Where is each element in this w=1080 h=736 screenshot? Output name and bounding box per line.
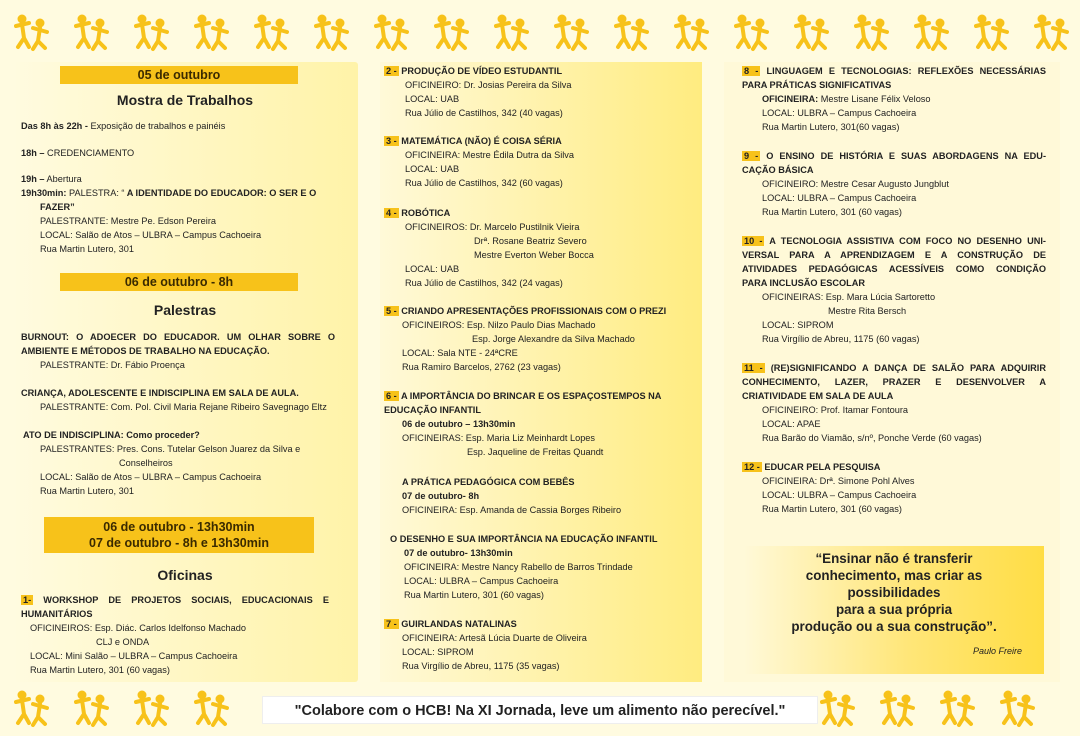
quote-box xyxy=(744,546,1044,674)
address-line: Rua Ramiro Barcelos, 2762 (23 vagas) xyxy=(402,362,561,372)
workshop-title: EDUCAÇÃO INFANTIL xyxy=(384,405,481,415)
people-figures-icon xyxy=(616,15,647,49)
section-title-oficinas: Oficinas xyxy=(157,567,213,583)
workshop-title: 12 - EDUCAR PELA PESQUISA xyxy=(744,462,881,472)
location-line: LOCAL: Sala NTE - 24ªCRE xyxy=(402,348,518,358)
location-line: LOCAL: UAB xyxy=(405,94,460,104)
address-line: Rua Martin Lutero, 301 xyxy=(40,486,134,496)
speaker-line: Conselheiros xyxy=(119,458,173,468)
address-line: Rua Martin Lutero, 301 (60 vagas) xyxy=(762,207,902,217)
schedule-line: 07 de outubro- 8h xyxy=(402,491,480,501)
instructor-line: OFICINEIRA: Mestre Lisane Félix Veloso xyxy=(762,94,931,104)
workshop-title: 6 - A IMPORTÂNCIA DO BRINCAR E OS ESPAÇOSTEMPOS NA xyxy=(386,391,662,401)
instructor-line: OFICINEIRA: Mestre Édila Dutra da Silva xyxy=(405,150,574,160)
people-figures-icon xyxy=(796,15,827,49)
workshop-title: 11 - (RE)SIGNIFICANDO A DANÇA DE SALÃO PARA ADQUIRIR xyxy=(744,363,1046,373)
address-line: Rua Júlio de Castilhos, 342 (60 vagas) xyxy=(405,178,563,188)
date-banner-oficinas: 06 de outubro - 13h30min 07 de outubro - 8h e 13h30min xyxy=(44,517,314,553)
address-line: Rua Martin Lutero, 301 (60 vagas) xyxy=(404,590,544,600)
people-figures-icon xyxy=(1036,15,1067,49)
workshop-title: 8 - LINGUAGEM E TECNOLOGIAS: REFLEXÕES NECESSÁRIAS xyxy=(744,66,1046,76)
people-figures-icon xyxy=(16,691,47,725)
people-figures-icon xyxy=(256,15,287,49)
instructor-line: Esp. Jorge Alexandre da Silva Machado xyxy=(472,334,635,344)
footer-message: "Colabore com o HCB! Na XI Jornada, leve um alimento não perecível." xyxy=(262,696,818,724)
people-figures-icon xyxy=(136,691,167,725)
speaker-line: PALESTRANTE: Dr. Fábio Proença xyxy=(40,360,185,370)
people-figures-icon xyxy=(76,15,107,49)
location-line: LOCAL: SIPROM xyxy=(762,320,834,330)
location-line: LOCAL: ULBRA – Campus Cachoeira xyxy=(404,576,559,586)
people-figures-icon xyxy=(556,15,587,49)
schedule-line: 19h30min: PALESTRA: “ A IDENTIDADE DO EDUCADOR: O SER E O xyxy=(21,188,317,198)
workshop-title: 3 - MATEMÁTICA (NÃO) É COISA SÉRIA xyxy=(386,136,562,146)
people-figures-icon xyxy=(196,691,227,725)
location-line: LOCAL: Salão de Atos – ULBRA – Campus Cachoeira xyxy=(40,230,262,240)
location-line: LOCAL: UAB xyxy=(405,164,460,174)
instructor-line: OFICINEIRAS: Esp. Maria Liz Meinhardt Lopes xyxy=(402,433,596,443)
address-line: Rua Martin Lutero, 301 (60 vagas) xyxy=(30,665,170,675)
workshop-title: 7 - GUIRLANDAS NATALINAS xyxy=(386,619,517,629)
schedule-line: Das 8h às 22h - Exposição de trabalhos e painéis xyxy=(21,121,226,131)
lecture-title: BURNOUT: O ADOECER DO EDUCADOR. UM OLHAR SOBRE O xyxy=(21,332,335,342)
quote-text: “Ensinar não é transferir conhecimento, mas criar as possibilidades para a sua própria produção ou a sua construção”. xyxy=(791,551,997,634)
instructor-line: OFICINEIROS: Esp. Diác. Carlos Idelfonso Machado xyxy=(30,623,246,633)
instructor-line: OFICINEIRO: Dr. Josias Pereira da Silva xyxy=(405,80,572,90)
schedule-line: 18h – CREDENCIAMENTO xyxy=(21,148,135,158)
schedule-line: 06 de outubro – 13h30min xyxy=(402,419,516,429)
people-figures-icon xyxy=(942,691,973,725)
people-figures-icon xyxy=(1002,691,1033,725)
people-figures-icon xyxy=(136,15,167,49)
workshop-title: 1- WORKSHOP DE PROJETOS SOCIAIS, EDUCACIONAIS E xyxy=(23,595,329,605)
location-line: LOCAL: UAB xyxy=(405,264,460,274)
location-line: LOCAL: Salão de Atos – ULBRA – Campus Cachoeira xyxy=(40,472,262,482)
instructor-line: CLJ e ONDA xyxy=(96,637,150,647)
instructor-line: OFICINEIRA: Artesã Lúcia Duarte de Oliveira xyxy=(402,633,587,643)
instructor-line: OFICINEIRA: Mestre Nancy Rabello de Barros Trindade xyxy=(404,562,633,572)
instructor-line: OFICINEIRO: Prof. Itamar Fontoura xyxy=(762,405,909,415)
address-line: Rua Martin Lutero, 301 (60 vagas) xyxy=(762,504,902,514)
workshop-title: VERSAL PARA A APRENDIZAGEM E A CONSTRUÇÃO DE xyxy=(742,250,1046,260)
lecture-title: CRIANÇA, ADOLESCENTE E INDISCIPLINA EM SALA DE AULA. xyxy=(21,388,299,398)
people-figures-icon xyxy=(376,15,407,49)
people-figures-icon xyxy=(196,15,227,49)
speaker-line: PALESTRANTE: Com. Pol. Civil Maria Rejane Ribeiro Savegnago Eltz xyxy=(40,402,327,412)
people-figures-icon xyxy=(436,15,467,49)
instructor-line: OFICINEIROS: Dr. Marcelo Pustilnik Vieira xyxy=(405,222,580,232)
instructor-line: Mestre Everton Weber Bocca xyxy=(474,250,594,260)
location-line: LOCAL: SIPROM xyxy=(402,647,474,657)
address-line: Rua Barão do Viamão, s/nº, Ponche Verde (60 vagas) xyxy=(762,433,982,443)
address-line: Rua Júlio de Castilhos, 342 (40 vagas) xyxy=(405,108,563,118)
people-figures-icon xyxy=(856,15,887,49)
schedule-line: 19h – Abertura xyxy=(21,174,82,184)
people-figures-icon xyxy=(882,691,913,725)
instructor-line: OFICINEIROS: Esp. Nilzo Paulo Dias Machado xyxy=(402,320,596,330)
workshop-subtitle: A PRÁTICA PEDAGÓGICA COM BEBÊS xyxy=(402,477,575,487)
people-figures-icon xyxy=(916,15,947,49)
address-line: Rua Virgílio de Abreu, 1175 (60 vagas) xyxy=(762,334,920,344)
workshop-title: 10 - A TECNOLOGIA ASSISTIVA COM FOCO NO DESENHO UNI- xyxy=(744,236,1046,246)
speaker-line: PALESTRANTE: Mestre Pe. Edson Pereira xyxy=(40,216,216,226)
workshop-title: 5 - CRIANDO APRESENTAÇÕES PROFISSIONAIS COM O PREZI xyxy=(386,306,667,316)
workshop-title: 9 - O ENSINO DE HISTÓRIA E SUAS ABORDAGENS NA EDU- xyxy=(744,151,1046,161)
instructor-line: OFICINEIRAS: Esp. Mara Lúcia Sartoretto xyxy=(762,292,936,302)
location-line: LOCAL: ULBRA – Campus Cachoeira xyxy=(762,193,917,203)
people-figures-icon xyxy=(676,15,707,49)
section-title-palestras: Palestras xyxy=(153,302,217,318)
workshop-title: CRIATIVIDADE EM SALA DE AULA xyxy=(742,391,894,401)
top-figures-border xyxy=(0,4,1080,56)
location-line: LOCAL: APAE xyxy=(762,419,821,429)
column-left xyxy=(12,62,358,682)
people-figures-icon xyxy=(496,15,527,49)
instructor-line: Mestre Rita Bersch xyxy=(828,306,907,316)
date-banner-oct6: 06 de outubro - 8h xyxy=(60,273,298,291)
workshop-title: CAÇÃO BÁSICA xyxy=(742,165,814,175)
column-middle xyxy=(380,62,702,682)
lecture-title: ATO DE INDISCIPLINA: Como proceder? xyxy=(23,430,200,440)
address-line: Rua Virgílio de Abreu, 1175 (35 vagas) xyxy=(402,661,560,671)
address-line: Rua Júlio de Castilhos, 342 (24 vagas) xyxy=(405,278,563,288)
instructor-line: OFICINEIRA: Esp. Amanda de Cassia Borges Ribeiro xyxy=(402,505,622,515)
workshop-title: ATIVIDADES PEDAGÓGICAS ACESSÍVEIS COMO CONDIÇÃO xyxy=(742,264,1046,274)
workshop-title: PARA INCLUSÃO ESCOLAR xyxy=(742,278,866,288)
instructor-line: OFICINEIRO: Mestre Cesar Augusto Jungblut xyxy=(762,179,949,189)
workshop-title: 4 - ROBÓTICA xyxy=(386,208,451,218)
instructor-line: OFICINEIRA: Drª. Simone Pohl Alves xyxy=(762,476,915,486)
workshop-title: CONHECIMENTO, LAZER, PRAZER E DESENVOLVER A xyxy=(742,377,1046,387)
people-figures-icon xyxy=(16,15,47,49)
people-figures-icon xyxy=(736,15,767,49)
location-line: LOCAL: Mini Salão – ULBRA – Campus Cachoeira xyxy=(30,651,238,661)
speaker-line: PALESTRANTES: Pres. Cons. Tutelar Gelson Juarez da Silva e xyxy=(40,444,301,454)
quote-author: Paulo Freire xyxy=(972,646,1022,656)
workshop-subtitle: O DESENHO E SUA IMPORTÂNCIA NA EDUCAÇÃO INFANTIL xyxy=(390,534,658,544)
instructor-line: Esp. Jaqueline de Freitas Quandt xyxy=(467,447,604,457)
people-figures-icon xyxy=(822,691,853,725)
location-line: LOCAL: ULBRA – Campus Cachoeira xyxy=(762,490,917,500)
workshop-title: HUMANITÁRIOS xyxy=(21,609,93,619)
section-title-mostra: Mostra de Trabalhos xyxy=(116,92,254,108)
people-figures-icon xyxy=(76,691,107,725)
address-line: Rua Martin Lutero, 301(60 vagas) xyxy=(762,122,900,132)
workshop-title: PARA PRÁTICAS SIGNIFICATIVAS xyxy=(742,80,892,90)
address-line: Rua Martin Lutero, 301 xyxy=(40,244,134,254)
people-figures-icon xyxy=(316,15,347,49)
workshop-title: 2 - PRODUÇÃO DE VÍDEO ESTUDANTIL xyxy=(386,66,563,76)
schedule-line: FAZER” xyxy=(40,202,75,212)
instructor-line: Drª. Rosane Beatriz Severo xyxy=(474,236,587,246)
date-banner-oct5: 05 de outubro xyxy=(60,66,298,84)
schedule-line: 07 de outubro- 13h30min xyxy=(404,548,513,558)
people-figures-icon xyxy=(976,15,1007,49)
location-line: LOCAL: ULBRA – Campus Cachoeira xyxy=(762,108,917,118)
lecture-title: AMBIENTE E MÉTODOS DE TRABALHO NA EDUCAÇÃO. xyxy=(21,346,270,356)
